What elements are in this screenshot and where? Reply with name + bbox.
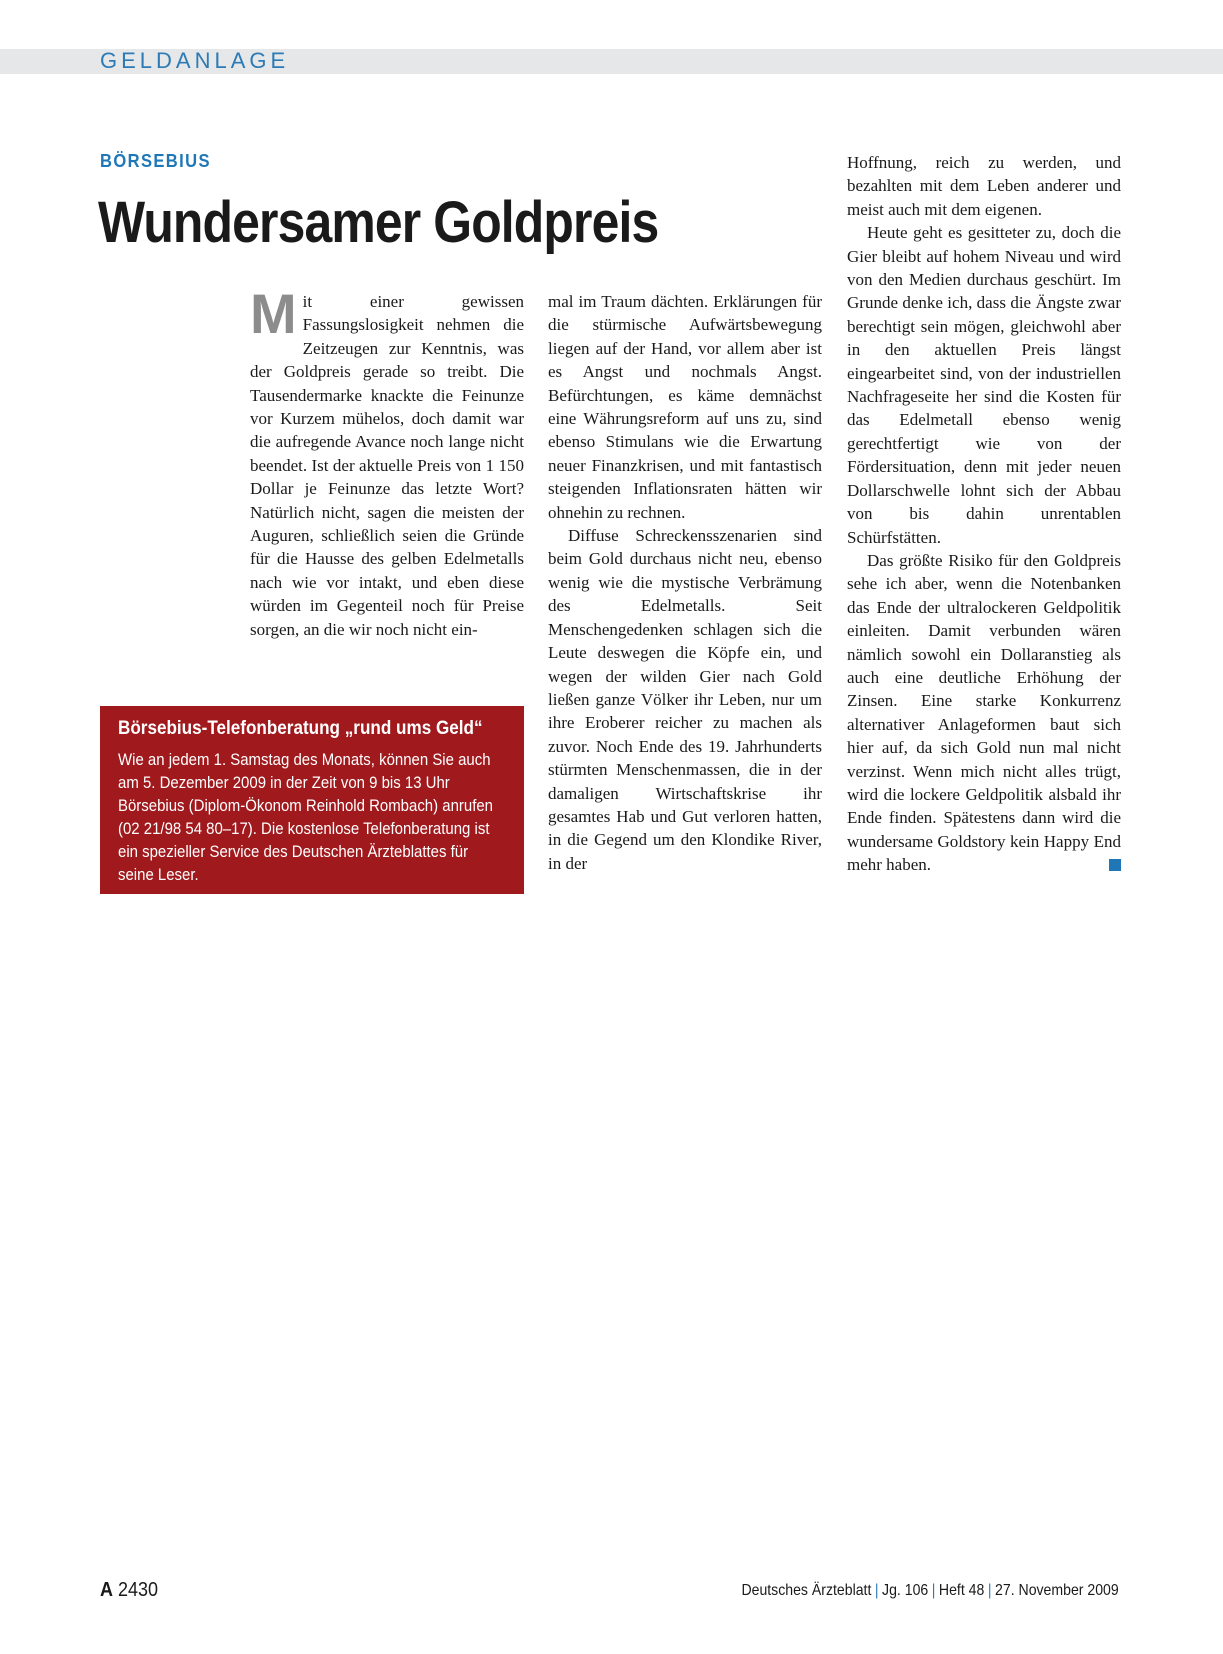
divider: |: [932, 1582, 936, 1599]
page-prefix: A: [100, 1579, 114, 1601]
paragraph: Heute geht es gesitteter zu, doch die Gier bleibt auf hohem Niveau und wird von den Medien durchaus geschürt. Im Grunde denke ich, dass die Ängste zwar berechtigt sein mögen, gleichwohl aber in den aktuellen Preis längst eingearbeitet sind, von der industriellen Nachfrageseite her sind die Kosten für das Edelmetall ebenso wenig gerechtfertigt wie von der Fördersituation, denn mit jeder neuen Dollarschwelle lohnt sich der Abbau von bis dahin unrentablen Schürfstätten.: [847, 223, 1121, 547]
info-box-body: Wie an jedem 1. Samstag des Monats, können Sie auch am 5. Dezember 2009 in der Zeit von 9 bis 13 Uhr Börsebius (Diplom-Ökonom Reinhold Rombach) anrufen (02 21/98 54 80–17). Die kostenlose Telefonberatung ist ein spezieller Service des Deutschen Ärzteblattes für seine Leser.: [118, 750, 494, 884]
end-mark-icon: [1109, 859, 1121, 871]
paragraph: mal im Traum dächten. Erklärungen für die stürmische Aufwärtsbewegung liegen auf der Hand, vor allem aber ist es Angst und nochmals Angst. Befürchtungen, es käme demnächst eine Währungsreform auf uns zu, sind ebenso Stimulans wie die Erwartung neuer Finanzkrisen, und mit fantastisch steigenden Inflationsraten hätten wir ohnehin zu rechnen.: [548, 292, 822, 522]
issue: Heft 48: [939, 1582, 985, 1599]
divider: |: [988, 1582, 992, 1599]
article-title: Wundersamer Goldpreis: [98, 190, 659, 255]
journal-name: Deutsches Ärzteblatt: [741, 1582, 872, 1599]
info-box: [100, 706, 524, 894]
info-box-title: Börsebius-Telefonberatung „rund ums Geld“: [118, 718, 483, 739]
issue-date: 27. November 2009: [995, 1582, 1119, 1599]
divider: |: [875, 1582, 879, 1599]
article-kicker: BÖRSEBIUS: [100, 151, 211, 171]
paragraph: [250, 282, 524, 641]
page-number: [100, 1578, 158, 1602]
article-column-1: [250, 282, 524, 641]
paragraph: Hoffnung, reich zu werden, und bezahlten mit dem Leben anderer und meist auch mit dem eigenen.: [847, 153, 1121, 219]
paragraph-text: it einer gewissen Fassungslosigkeit nehmen die Zeitzeugen zur Kenntnis, was der Goldpreis gerade so treibt. Die Tausendermarke knackte die Feinunze vor Kurzem mühelos, doch damit war die aufregende Avance noch lange nicht beendet. Ist der aktuelle Preis von 1 150 Dollar je Feinunze das letzte Wort? Natürlich nicht, sagen die meisten der Auguren, schließlich seien die Gründe für die Hausse des gelben Edelmetalls nach wie vor intakt, und eben diese würden im Gegenteil noch für Preise sorgen, an die wir noch nicht ein-: [250, 292, 524, 639]
paragraph: Diffuse Schreckensszenarien sind beim Gold durchaus nicht neu, ebenso wenig wie die mystische Verbrämung des Edelmetalls. Seit Menschengedenken schlagen sich die Leute deswegen die Köpfe ein, und wegen der wilden Gier nach Gold ließen ganze Völker ihr Leben, nur um ihre Eroberer reicher zu machen als zuvor. Noch Ende des 19. Jahrhunderts stürmten Menschenmassen, die in der damaligen Wirtschaftskrise ihr gesamtes Hab und Gut verloren hatten, in die Gegend um den Klondike River, in der: [548, 526, 822, 873]
article-column-2: [548, 290, 822, 875]
footer-citation: [742, 1580, 1119, 1602]
paragraph: [847, 549, 1121, 877]
section-label: GELDANLAGE: [100, 48, 290, 73]
paragraph-text: Das größte Risiko für den Goldpreis sehe ich aber, wenn die Notenbanken das Ende der ultralockeren Geldpolitik einleiten. Damit verbunden wären nämlich sowohl ein Dollaranstieg als auch eine deutliche Erhöhung der Zinsen. Eine starke Konkurrenz alternativer Anlageformen baut sich hier auf, da sich Gold nun mal nicht verzinst. Wenn mich nicht alles trügt, wird die lockere Geldpolitik alsbald ihr Ende finden. Spätestens dann wird die wundersame Goldstory kein Happy End mehr haben.: [847, 550, 1121, 875]
volume: Jg. 106: [882, 1582, 929, 1599]
article-column-3: [847, 151, 1121, 877]
drop-cap: M: [250, 282, 297, 345]
page-number-value: 2430: [118, 1579, 159, 1601]
